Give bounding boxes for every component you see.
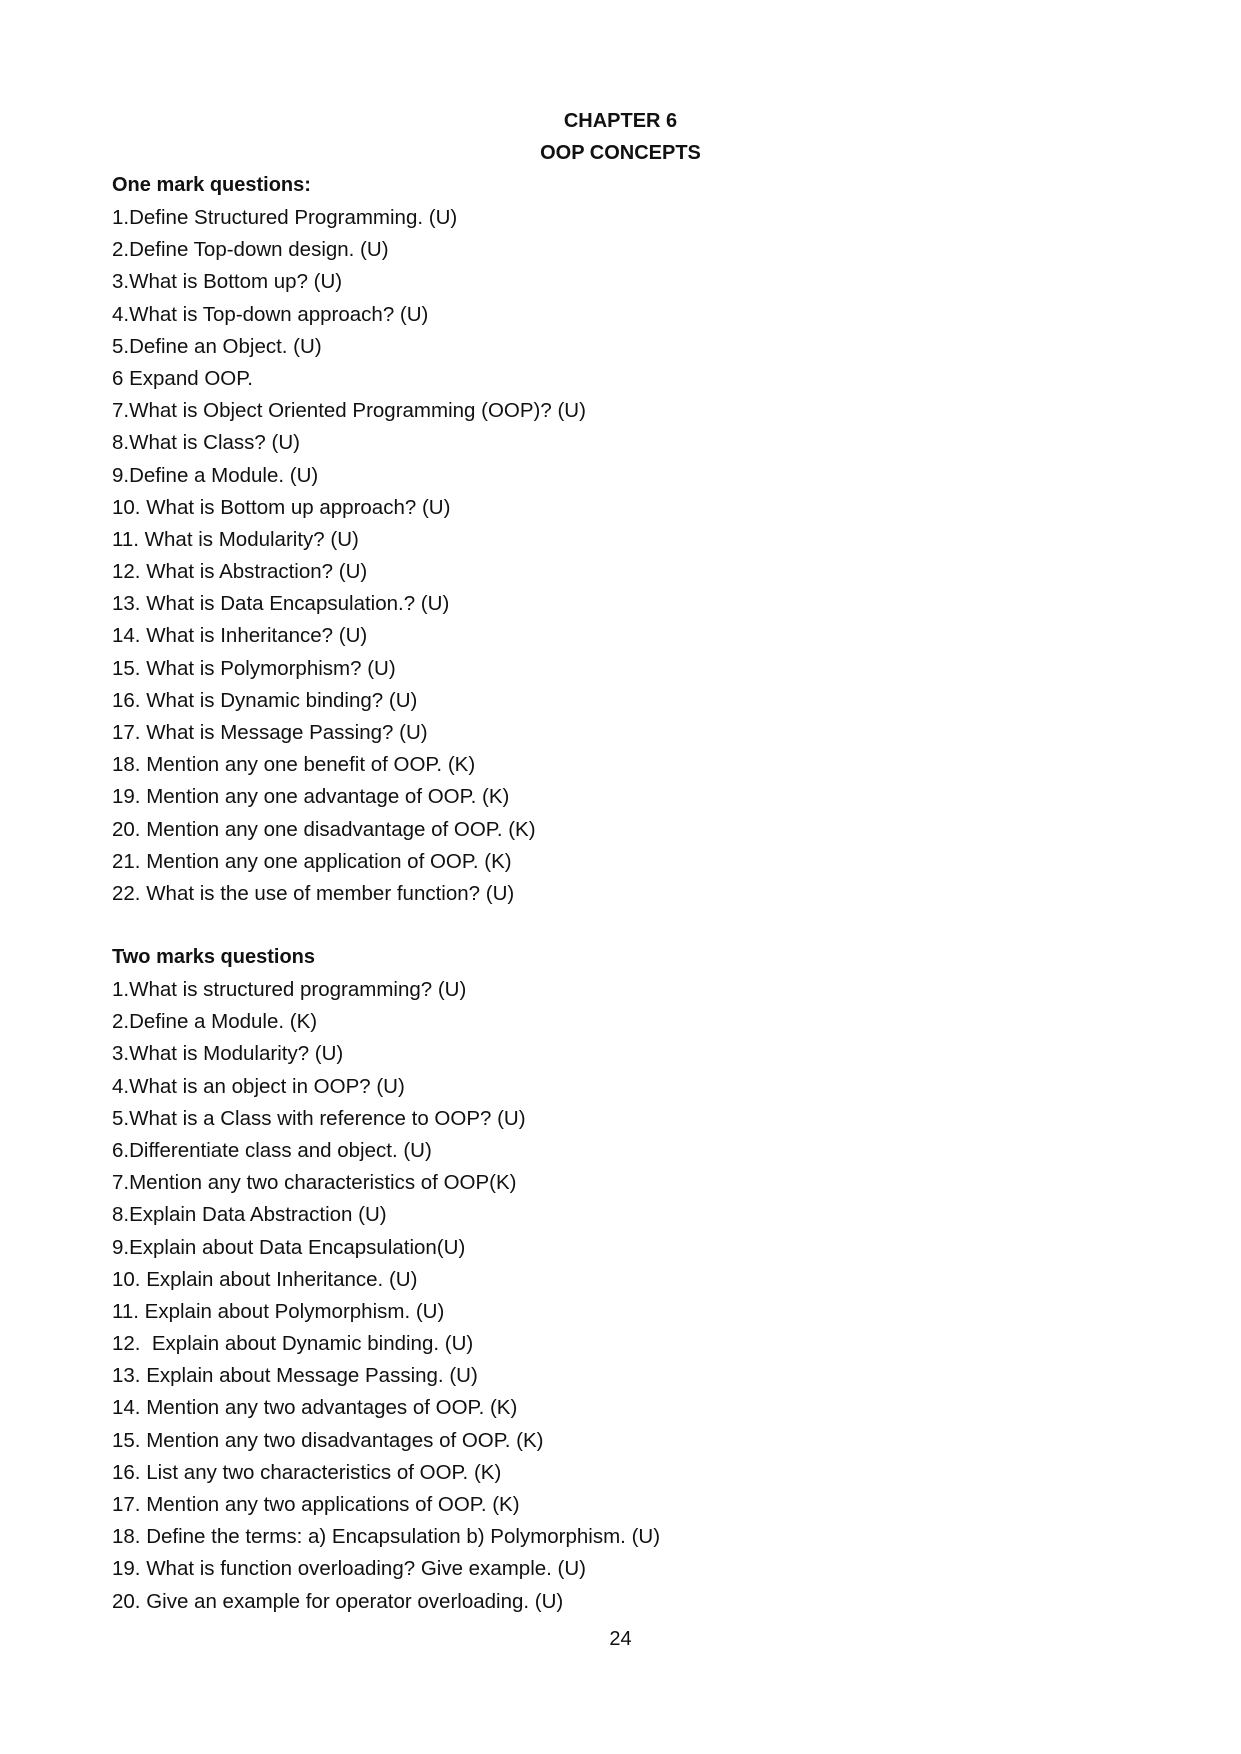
question-item: 7.What is Object Oriented Programming (OOP)? (U) [112, 399, 586, 423]
question-item: 8.Explain Data Abstraction (U) [112, 1203, 387, 1227]
question-item: 9.Explain about Data Encapsulation(U) [112, 1235, 466, 1259]
question-item: 7.Mention any two characteristics of OOP(K) [112, 1171, 517, 1195]
question-item: 17. What is Message Passing? (U) [112, 721, 428, 744]
question-item: 12. Explain about Dynamic binding. (U) [112, 1332, 474, 1356]
question-item: 20. Mention any one disadvantage of OOP. (K) [112, 817, 536, 841]
question-item: 19. Mention any one advantage of OOP. (K) [112, 785, 510, 809]
two-marks-section-title: Two marks questions [112, 946, 316, 968]
question-item: 11. Explain about Polymorphism. (U) [112, 1299, 445, 1323]
two-marks-question-list [112, 978, 660, 1622]
question-item: 15. What is Polymorphism? (U) [112, 656, 396, 680]
question-item: 6 Expand OOP. [112, 366, 253, 390]
question-item: 6.Differentiate class and object. (U) [112, 1138, 432, 1162]
question-item: 13. What is Data Encapsulation.? (U) [112, 592, 450, 616]
question-item: 9.Define a Module. (U) [112, 463, 319, 487]
question-item: 21. Mention any one application of OOP. (K) [112, 849, 512, 873]
question-item: 8.What is Class? (U) [112, 431, 300, 455]
question-item: 4.What is Top-down approach? (U) [112, 302, 429, 326]
question-item: 3.What is Bottom up? (U) [112, 270, 343, 294]
chapter-subtitle: OOP CONCEPTS [540, 142, 701, 164]
question-item: 14. Mention any two advantages of OOP. (K) [112, 1396, 518, 1420]
question-item: 10. What is Bottom up approach? (U) [112, 495, 451, 519]
question-item: 16. List any two characteristics of OOP. (K) [112, 1460, 502, 1484]
question-item: 1.What is structured programming? (U) [112, 978, 467, 1001]
question-item: 2.Define a Module. (K) [112, 1010, 318, 1034]
question-item: 18. Mention any one benefit of OOP. (K) [112, 753, 476, 777]
one-mark-question-list [112, 206, 586, 914]
question-item: 3.What is Modularity? (U) [112, 1042, 344, 1066]
question-item: 2.Define Top-down design. (U) [112, 238, 389, 262]
question-item: 1.Define Structured Programming. (U) [112, 206, 458, 229]
question-item: 19. What is function overloading? Give example. (U) [112, 1557, 587, 1581]
question-item: 5.What is a Class with reference to OOP? (U) [112, 1106, 526, 1130]
question-item: 11. What is Modularity? (U) [112, 527, 359, 551]
one-mark-section-title: One mark questions: [112, 174, 311, 196]
question-item: 16. What is Dynamic binding? (U) [112, 688, 418, 712]
question-item: 5.Define an Object. (U) [112, 334, 322, 358]
question-item: 14. What is Inheritance? (U) [112, 624, 368, 648]
page-number: 24 [609, 1628, 632, 1650]
question-item: 13. Explain about Message Passing. (U) [112, 1364, 478, 1388]
question-item: 20. Give an example for operator overloading. (U) [112, 1589, 564, 1613]
question-item: 10. Explain about Inheritance. (U) [112, 1267, 418, 1291]
question-item: 17. Mention any two applications of OOP. (K) [112, 1493, 520, 1516]
chapter-title: CHAPTER 6 [563, 110, 678, 132]
question-item: 12. What is Abstraction? (U) [112, 560, 368, 584]
question-item: 4.What is an object in OOP? (U) [112, 1074, 405, 1098]
question-item: 18. Define the terms: a) Encapsulation b) Polymorphism. (U) [112, 1525, 661, 1549]
question-item: 22. What is the use of member function? (U) [112, 881, 515, 905]
question-item: 15. Mention any two disadvantages of OOP. (K) [112, 1428, 544, 1452]
